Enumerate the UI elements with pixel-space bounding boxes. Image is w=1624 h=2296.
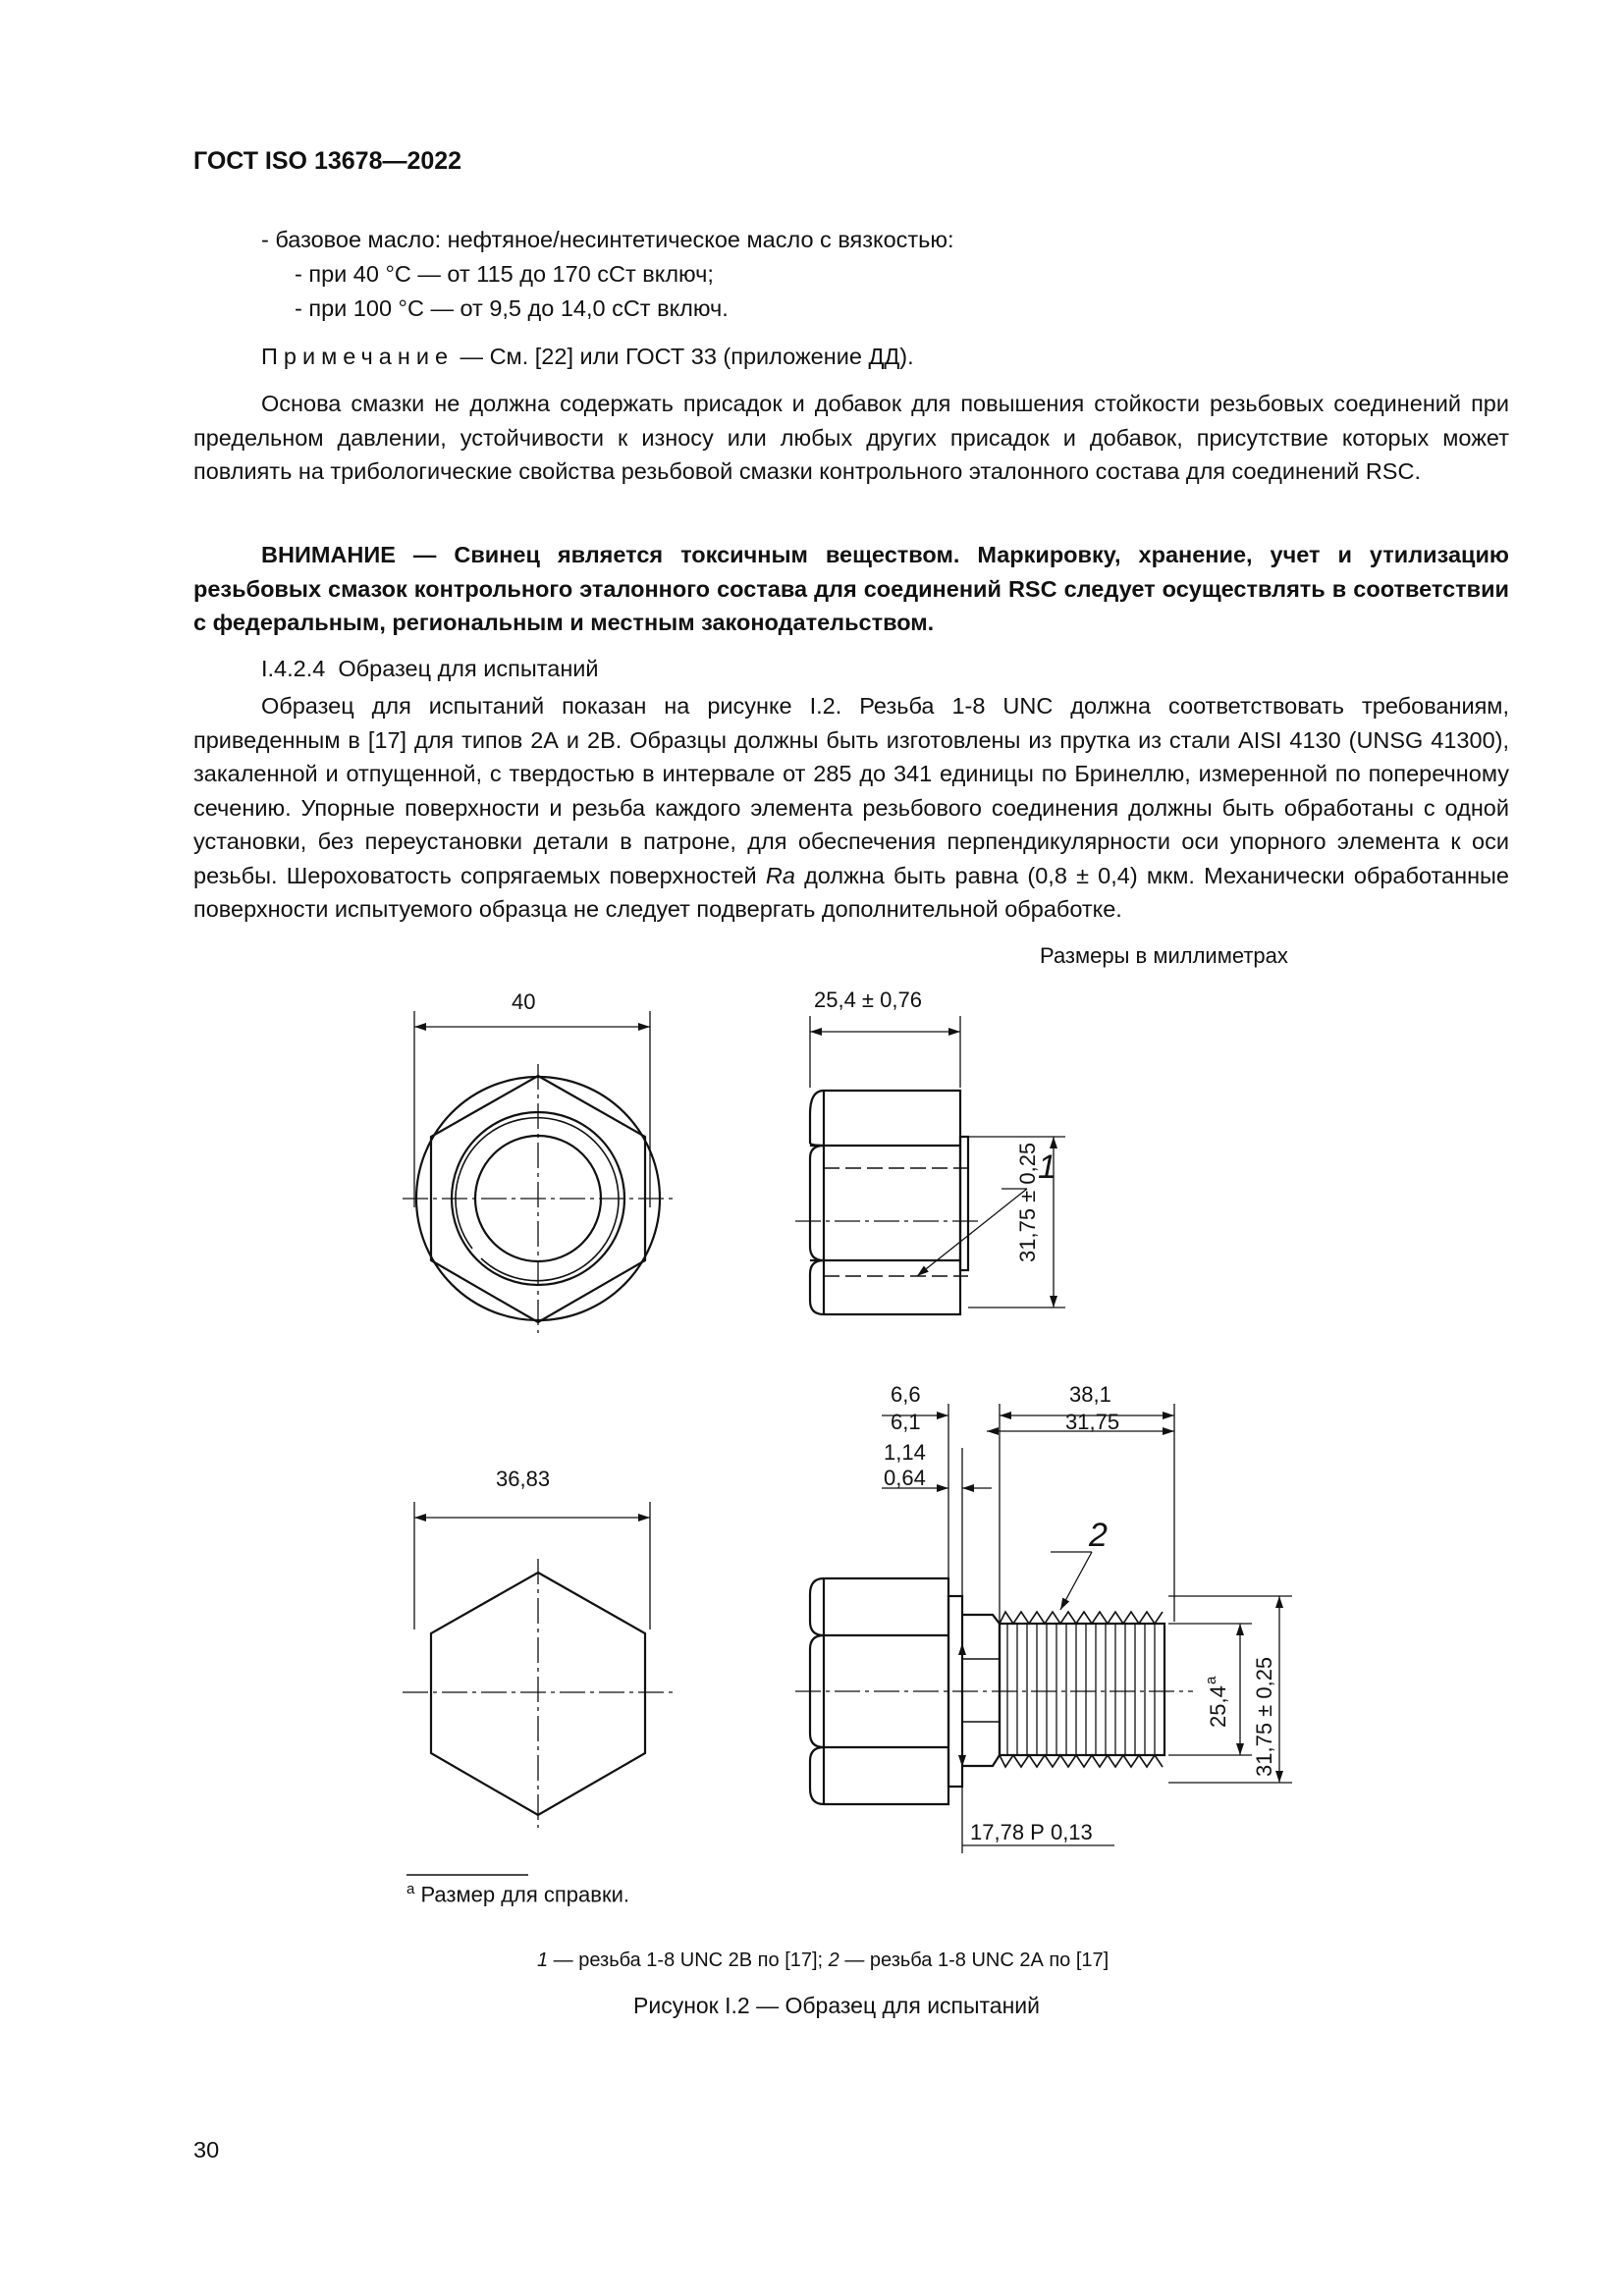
paragraph-text: Образец для испытаний показан на рисунке I.2. Резьба 1-8 UNC должна соответствовать требованиям, приведенным в [17] для типов 2А и 2В. Образцы должны быть изготовлены из прутка из стали AISI 4130 (UNSG 41300), закаленной и отпущенной, с твердостью в интервале от 285 до 341 единицы по Бринеллю, измеренной по поперечному сечению. Упорные поверхности и резьба каждого элемента резьбового соединения должны быть обработаны с одной установки, без переустановки детали в патроне, для обеспечения перпендикулярности оси упорного элемента к оси резьбы. Шероховатость сопрягаемых поверхностей <box>193 693 1509 888</box>
legend-number: 1 <box>537 1949 549 1971</box>
hex-head-top-view <box>403 1502 674 1828</box>
legend-text: — резьба 1-8 UNC 2А по [17] <box>839 1949 1110 1971</box>
dim-0-64: 0,64 <box>884 1466 926 1490</box>
list-item: - базовое масло: нефтяное/несинтетическое масло с вязкостью: <box>261 227 954 252</box>
legend-text: — резьба 1-8 UNC 2В по [17]; <box>548 1949 829 1971</box>
dim-ref-mark: a <box>1203 1676 1219 1684</box>
footnote-mark: a <box>406 1881 415 1897</box>
bolt-side-view <box>795 1404 1292 1853</box>
footnote <box>406 1881 629 1907</box>
legend-number: 2 <box>828 1949 839 1971</box>
section-number: I.4.2.4 <box>261 656 326 681</box>
dim-6-1: 6,1 <box>891 1410 921 1434</box>
section-title: Образец для испытаний <box>338 656 599 681</box>
paragraph-text: должна быть равна (0,8 ± 0,4) мкм. Механически обработанные поверхности испытуемого образца не следует подвергать дополнительной обработке. <box>193 862 1510 922</box>
dim-25-4-ref: 25,4 <box>1206 1685 1230 1728</box>
dim-head-width: 36,83 <box>496 1467 551 1491</box>
callout-1: 1 <box>1038 1148 1056 1186</box>
document-header: ГОСТ ISO 13678—2022 <box>193 147 462 175</box>
warning-paragraph: ВНИМАНИЕ — Свинец является токсичным веществом. Маркировку, хранение, учет и утилизацию резьбовых смазок контрольного эталонного состава для соединений RSC следует осуществлять в соответствии с федеральным, региональным и местным законодательством. <box>193 542 1509 635</box>
roughness-symbol: Ra <box>765 862 795 888</box>
paragraph-base-grease: Основа смазки не должна содержать присадок и добавок для повышения стойкости резьбовых соединений при предельном давлении, устойчивости к износу или любых других присадок и добавок, присутствие которых может повлиять на трибологические свойства резьбовой смазки контрольного эталонного состава для соединений RSC. <box>193 391 1509 484</box>
note-label: Примечание <box>261 344 455 369</box>
nut-top-view <box>403 1011 674 1333</box>
dim-38-1: 38,1 <box>1069 1382 1111 1407</box>
figure-caption: Рисунок I.2 — Образец для испытаний <box>633 1993 1040 2018</box>
list-item: - при 40 °C — от 115 до 170 сСт включ; <box>295 261 714 287</box>
dim-bolt-dia: 31,75 ± 0,25 <box>1252 1656 1276 1777</box>
dim-nut-height: 25,4 ± 0,76 <box>814 988 922 1012</box>
dim-nut-thread-dia: 31,75 ± 0,25 <box>1015 1142 1040 1262</box>
dim-bolt-shank: 17,78 Р 0,13 <box>970 1820 1093 1844</box>
list-item: - при 100 °C — от 9,5 до 14,0 сСт включ. <box>295 295 729 321</box>
callout-2: 2 <box>1089 1517 1108 1554</box>
note-text: — См. [22] или ГОСТ 33 (приложение ДД). <box>454 344 914 369</box>
dim-31-75: 31,75 <box>1065 1410 1120 1434</box>
dim-nut-width: 40 <box>512 989 536 1014</box>
dim-1-14: 1,14 <box>884 1440 926 1465</box>
units-note: Размеры в миллиметрах <box>1040 943 1288 968</box>
page-number: 30 <box>193 2137 220 2163</box>
dim-6-6: 6,6 <box>891 1382 921 1407</box>
footnote-text: Размер для справки. <box>420 1882 629 1907</box>
figure-legend <box>537 1949 1109 1972</box>
